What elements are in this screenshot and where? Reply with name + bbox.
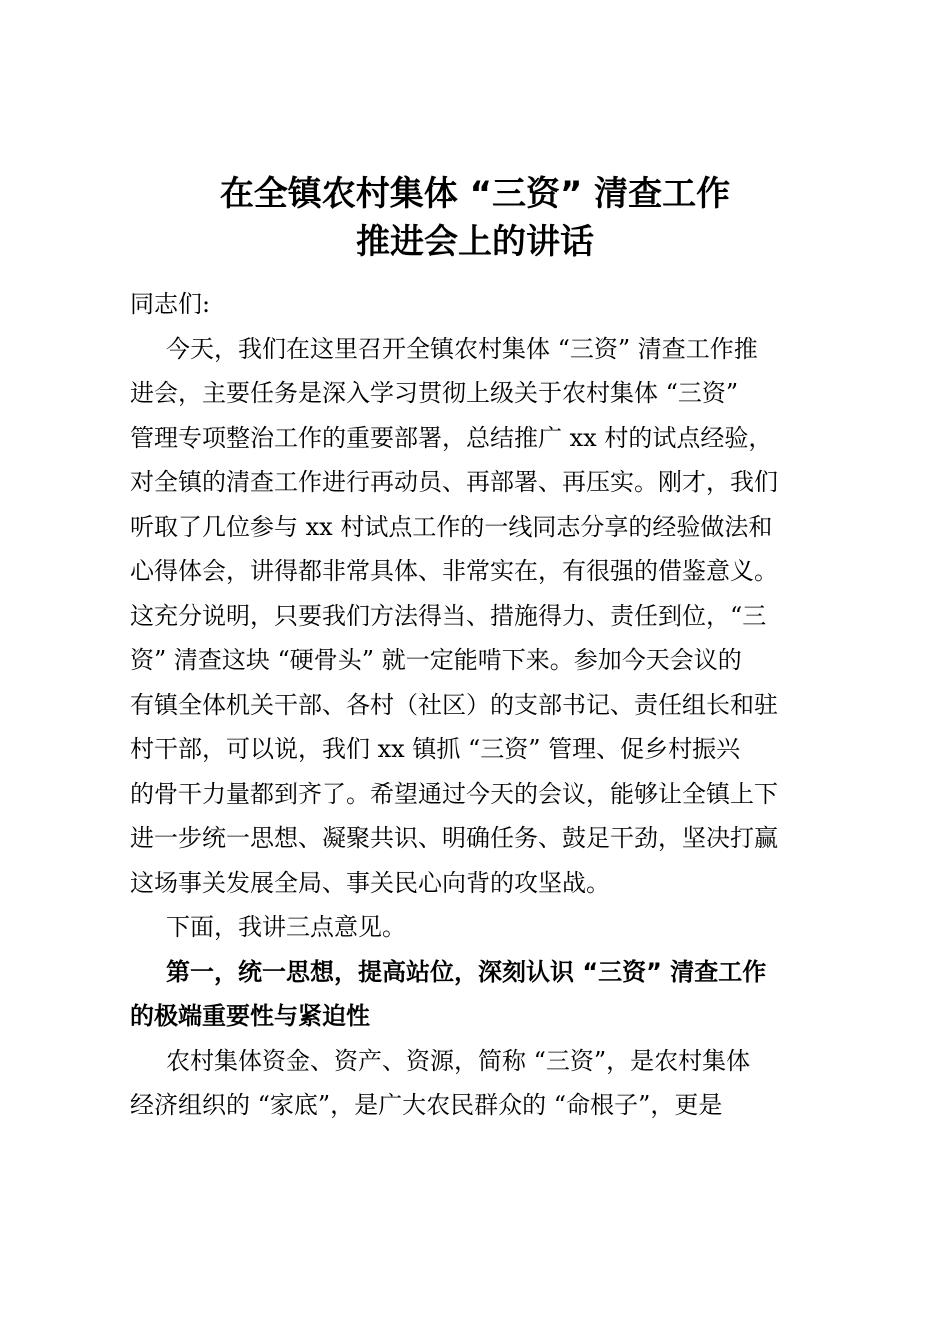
- body-text-line: 同志们:: [130, 290, 211, 318]
- body-text-line: 进一步统一思想、凝聚共识、明确任务、鼓足干劲，坚决打赢: [130, 824, 778, 852]
- body-text-line: 心得体会，讲得都非常具体、非常实在，有很强的借鉴意义。: [130, 557, 778, 585]
- document-title-line-2: 推进会上的讲话: [356, 222, 594, 262]
- body-text-line: 进会，主要任务是深入学习贯彻上级关于农村集体 “三资”: [130, 379, 739, 407]
- body-text-line: 下面，我讲三点意见。: [166, 913, 406, 941]
- body-text-line: 这充分说明，只要我们方法得当、措施得力、责任到位，“三: [130, 601, 767, 630]
- body-text-line: 资” 清查这块 “硬骨头” 就一定能啃下来。参加今天会议的: [130, 646, 742, 674]
- body-text-line: 村干部，可以说，我们 xx 镇抓 “三资” 管理、促乡村振兴: [130, 735, 741, 763]
- body-text-line: 这场事关发展全局、事关民心向背的攻坚战。: [130, 868, 610, 897]
- body-text-line: 的骨干力量都到齐了。希望通过今天的会议，能够让全镇上下: [130, 779, 778, 808]
- body-text-line: 听取了几位参与 xx 村试点工作的一线同志分享的经验做法和: [130, 512, 773, 541]
- document-body: [130, 282, 830, 1128]
- section-heading-line: 第一，统一思想，提高站位，深刻认识 “三资” 清查工作: [166, 957, 767, 986]
- body-text-line: 农村集体资金、资产、资源，简称 “三资”，是农村集体: [166, 1046, 751, 1075]
- body-text-line: 管理专项整治工作的重要部署，总结推广 xx 村的试点经验，: [130, 423, 773, 452]
- section-heading-line: 的极端重要性与紧迫性: [130, 1002, 370, 1030]
- body-text-line: 经济组织的 “家底”，是广大农民群众的 “命根子”，更是: [130, 1091, 723, 1119]
- body-text-line: 今天，我们在这里召开全镇农村集体 “三资” 清查工作推: [166, 334, 758, 363]
- body-text-line: 对全镇的清查工作进行再动员、再部署、再压实。刚才，我们: [130, 468, 778, 496]
- document-title-line-1: 在全镇农村集体 “三资” 清查工作: [219, 174, 731, 214]
- body-text-line: 有镇全体机关干部、各村（社区）的支部书记、责任组长和驻: [130, 690, 778, 719]
